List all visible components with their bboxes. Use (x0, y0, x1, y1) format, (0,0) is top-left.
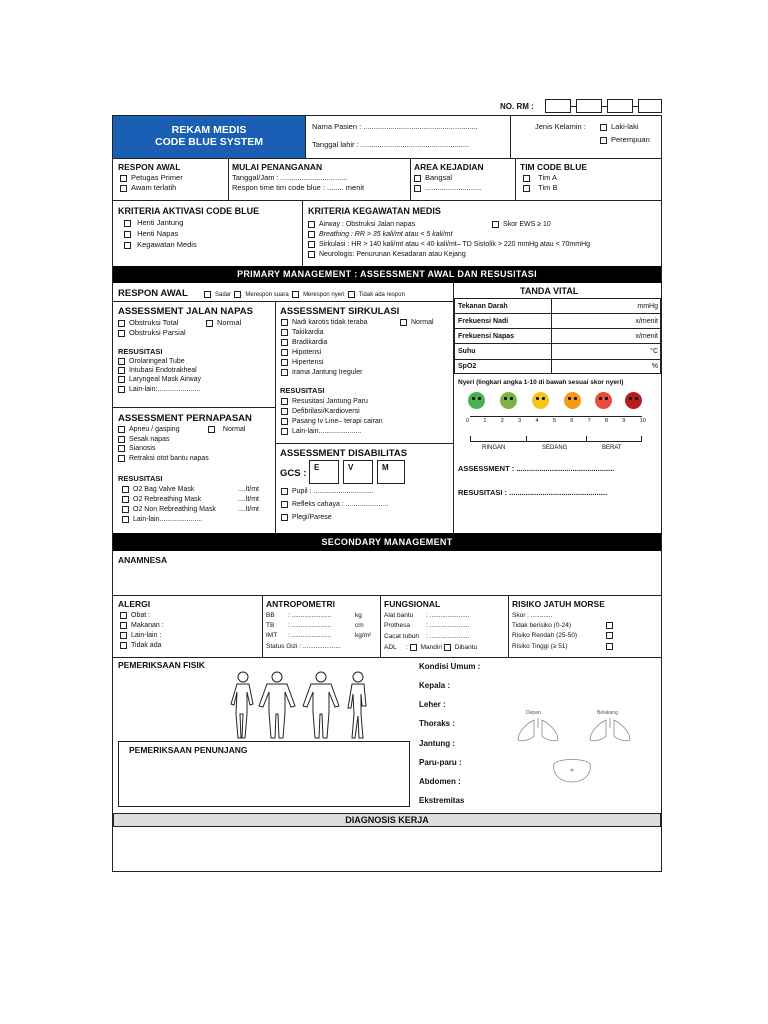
antropometri-title: ANTROPOMETRI (266, 599, 335, 609)
risiko-tinggi-checkbox[interactable] (606, 643, 613, 650)
depan-label: Depan (526, 710, 541, 716)
perempuan-checkbox[interactable]: Perempuan (600, 135, 650, 145)
pain-face-2-icon (500, 392, 517, 409)
vital-assessment-field[interactable]: ASSESSMENT : ............................................... (458, 464, 615, 473)
defibrilasi-checkbox[interactable]: Defibrilasi/Kardioversi (281, 407, 360, 417)
pain-face-4-icon (532, 392, 549, 409)
intubasi-checkbox[interactable]: Intubasi Endotrakheal (118, 366, 197, 376)
cacat-tubuh-field[interactable]: Cacat tubuh : ...................... (384, 633, 470, 640)
imt-unit: kg/m² (355, 632, 372, 639)
pemeriksaan-penunjang-box[interactable] (118, 741, 410, 807)
kondisi-umum-field[interactable]: Kondisi Umum : (419, 662, 481, 671)
respon-tidak-checkbox[interactable]: Tidak ada respon (348, 292, 405, 298)
risiko-jatuh-title: RISIKO JATUH MORSE (512, 599, 605, 609)
anamnesa-field[interactable] (118, 568, 656, 594)
alergi-title: ALERGI (118, 599, 151, 609)
risiko-skor-field[interactable]: Skor : ............ (512, 612, 553, 619)
respon-options (204, 290, 405, 300)
bb-field[interactable]: BB : ...................... (266, 612, 332, 619)
ekstremitas-field[interactable]: Ekstremitas (419, 796, 465, 805)
kriteria-aktivasi-title: KRITERIA AKTIVASI CODE BLUE (118, 206, 260, 216)
pain-face-0-icon (468, 392, 485, 409)
breathing-checkbox[interactable]: Breathing : RR > 35 kali/mt atau < 5 kali/mt (308, 230, 452, 240)
gcs-v-box[interactable]: V (343, 460, 373, 484)
jalan-napas-resusitasi-label: RESUSITASI (118, 347, 163, 356)
henti-napas-checkbox[interactable]: Henti Napas (124, 229, 178, 239)
title-line1: REKAM MEDIS (171, 124, 247, 136)
jenis-kelamin-label: Jenis Kelamin : (535, 122, 586, 131)
imt-field[interactable]: IMT : ...................... (266, 632, 332, 639)
skor-ews-checkbox[interactable]: Skor EWS ≥ 10 (492, 220, 551, 230)
respon-time-field[interactable]: Respon time tim code blue : ........ menit (232, 183, 365, 192)
belakang-label: Belakang (597, 710, 618, 716)
paru-field[interactable]: Paru-paru : (419, 758, 462, 767)
obstruksi-total-checkbox[interactable]: Obstruksi Total (118, 318, 178, 328)
rebreathing-flow: ....lt/mt (238, 496, 259, 503)
bvm-checkbox[interactable]: O2 Bag Valve Mask (122, 485, 194, 495)
risiko-tidak-checkbox[interactable] (606, 622, 613, 629)
lungs-abdomen-icon (514, 716, 634, 786)
pain-scale-numbers: 0 1 2 3 4 5 6 7 8 9 10 (466, 418, 646, 424)
nama-pasien-field[interactable]: Nama Pasien : ....................................................... (312, 122, 478, 131)
vital-spo2-unit[interactable]: % (651, 363, 658, 370)
area-kejadian-title: AREA KEJADIAN (414, 162, 484, 172)
tanggal-jam-field[interactable]: Tanggal/Jam : ................................ (232, 173, 348, 182)
vital-resusitasi-field[interactable]: RESUSITASI : ............................................... (458, 488, 608, 497)
rjp-checkbox[interactable]: Resusitasi Jantung Paru (281, 397, 368, 407)
iv-line-checkbox[interactable]: Pasang Iv Line– terapi cairan (281, 417, 383, 427)
bradikardia-checkbox[interactable]: Bradikardia (281, 338, 327, 348)
respon-awal-title: RESPON AWAL (118, 162, 181, 172)
alergi-lain-checkbox[interactable]: Lain-lain : (120, 631, 161, 641)
adl-row: ADL : Mandiri Dibantu (384, 644, 478, 651)
alergi-obat-checkbox[interactable]: Obat : (120, 611, 150, 621)
anamnesa-label: ANAMNESA (118, 555, 168, 565)
pain-ringan-label: RINGAN (482, 445, 506, 451)
pain-scale-line (470, 416, 642, 417)
petugas-primer-checkbox[interactable]: Petugas Primer (120, 173, 183, 183)
vital-suhu-unit[interactable]: °C (650, 348, 658, 355)
respon-awal-primary-title: RESPON AWAL (118, 288, 188, 299)
pernapasan-resusitasi-label: RESUSITASI (118, 474, 163, 483)
no-rm-label: NO. RM : (500, 102, 534, 111)
jalan-napas-lain-checkbox[interactable]: Lain-lain:...................... (118, 385, 200, 395)
pemeriksaan-fisik-title: PEMERIKSAAN FISIK (118, 660, 205, 670)
tim-a-checkbox[interactable]: Tim A (523, 173, 557, 183)
non-rebreathing-checkbox[interactable]: O2 Non Rebreathing Mask (122, 505, 216, 515)
gcs-label: GCS : (280, 468, 307, 479)
respon-sadar-checkbox[interactable]: Sadar (204, 292, 231, 298)
status-gizi-field[interactable]: Status Gizi : ..................... (266, 643, 341, 650)
pernapasan-title: ASSESSMENT PERNAPASAN (118, 413, 252, 424)
respon-nyeri-checkbox[interactable]: Merespon nyeri (292, 292, 344, 298)
abdomen-field[interactable]: Abdomen : (419, 777, 461, 786)
awam-terlatih-checkbox[interactable]: Awam terlatih (120, 183, 176, 193)
sirkulasi-normal-checkbox[interactable]: Normal (400, 318, 434, 328)
rebreathing-checkbox[interactable]: O2 Rebreathing Mask (122, 495, 201, 505)
sirkulasi-lain-checkbox[interactable]: Lain-lain...................... (281, 427, 361, 437)
fungsional-title: FUNGSIONAL (384, 599, 441, 609)
sirkulasi-checkbox[interactable]: Sirkulasi : HR > 140 kali/mt atau < 40 kali/mt– TD Sistolik > 220 mmHg atau < 70mmHg (308, 240, 590, 250)
tanggal-lahir-field[interactable]: Tanggal lahir : .................................................... (312, 140, 470, 149)
takikardia-checkbox[interactable]: Takikardia (281, 328, 324, 338)
risiko-tinggi-label: Risiko Tinggi (≥ 51) (512, 643, 568, 650)
gcs-m-box[interactable]: M (377, 460, 405, 484)
bb-unit: kg (355, 612, 362, 619)
leher-field[interactable]: Leher : (419, 700, 446, 709)
area-lain-checkbox[interactable]: ........................... (414, 183, 481, 193)
bvm-flow: ....lt/mt (238, 486, 259, 493)
lma-checkbox[interactable]: Laryngeal Mask Airway (118, 375, 201, 385)
kegawatan-medis-checkbox[interactable]: Kegawatan Medis (124, 240, 197, 250)
alergi-tidak-ada-checkbox[interactable]: Tidak ada (120, 641, 161, 651)
vital-napas-label: Frekuensi Napas (458, 333, 515, 340)
respon-suara-checkbox[interactable]: Merespon suara (234, 292, 288, 298)
alergi-makanan-checkbox[interactable]: Makanan : (120, 621, 164, 631)
risiko-rendah-label: Risiko Rendah (25-50) (512, 632, 578, 639)
tb-unit: cm (355, 622, 364, 629)
sesak-checkbox[interactable]: Sesak napas (118, 435, 169, 445)
pain-face-8-icon (595, 392, 612, 409)
pain-face-10-icon (625, 392, 642, 409)
nadi-karotis-checkbox[interactable]: Nadi karotis tidak teraba (281, 318, 367, 328)
jalan-napas-normal-checkbox[interactable]: Normal (206, 318, 241, 328)
pain-face-6-icon (564, 392, 581, 409)
neurologis-checkbox[interactable]: Neurologis: Penurunan Kesadaran atau Kejang (308, 250, 466, 260)
body-outline-icon (225, 668, 375, 740)
risiko-rendah-checkbox[interactable] (606, 632, 613, 639)
hipertensi-checkbox[interactable]: Hipertensi (281, 358, 324, 368)
alat-bantu-field[interactable]: Alat bantu : ...................... (384, 612, 470, 619)
title-line2: CODE BLUE SYSTEM (155, 136, 263, 148)
pain-sedang-label: SEDANG (542, 445, 568, 451)
refleks-field[interactable]: Refleks cahaya : ...................... (281, 500, 388, 510)
diagnosis-kerja-bar: DIAGNOSIS KERJA (113, 813, 661, 827)
airway-checkbox[interactable]: Airway : Obstruksi Jalan napas (308, 220, 415, 230)
pernapasan-lain-checkbox[interactable]: Lain-lain...................... (122, 515, 202, 525)
pain-berat-label: BERAT (602, 445, 622, 451)
tanda-vital-title: TANDA VITAL (520, 286, 579, 296)
form-title (113, 116, 305, 158)
pupil-field[interactable]: Pupil : ............................... (281, 487, 374, 497)
pain-range-bracket (470, 436, 642, 442)
adl-dibantu-checkbox[interactable]: Dibantu (444, 644, 477, 651)
risiko-tidak-label: Tidak berisiko (0-24) (512, 622, 572, 629)
orolaringeal-checkbox[interactable]: Orolaringeal Tube (118, 357, 185, 367)
gcs-e-box[interactable]: E (309, 460, 339, 484)
sianosis-checkbox[interactable]: Sianosis (118, 444, 155, 454)
irama-ireguler-checkbox[interactable]: Irama Jantung Ireguler (281, 368, 362, 378)
primary-management-bar: PRIMARY MANAGEMENT : ASSESSMENT AWAL DAN RESUSITASI (113, 266, 661, 283)
henti-jantung-checkbox[interactable]: Henti Jantung (124, 218, 183, 228)
vital-spo2-label: SpO2 (458, 363, 477, 370)
pain-scale[interactable] (460, 392, 655, 454)
diagnosis-kerja-field[interactable] (118, 830, 656, 868)
vital-td-unit[interactable]: mmHg (637, 303, 658, 310)
thoraks-field[interactable]: Thoraks : (419, 719, 456, 728)
vital-napas-unit[interactable]: x/menit (635, 333, 658, 340)
laki-checkbox[interactable]: Laki-laki (600, 122, 639, 132)
tim-code-blue-title: TIM CODE BLUE (520, 162, 588, 172)
plegi-checkbox[interactable]: Plegi/Parese (281, 513, 332, 523)
obstruksi-parsial-checkbox[interactable]: Obstruksi Parsial (118, 328, 186, 338)
jalan-napas-title: ASSESSMENT JALAN NAPAS (118, 306, 253, 317)
mulai-penanganan-title: MULAI PENANGANAN (232, 162, 323, 172)
sirkulasi-resusitasi-label: RESUSITASI (280, 386, 325, 395)
retraksi-checkbox[interactable]: Retraksi otot bantu napas (118, 454, 209, 464)
vital-nadi-label: Frekuensi Nadi (458, 318, 509, 325)
bangsal-checkbox[interactable]: Bangsal (414, 173, 452, 183)
vital-td-label: Tekanan Darah (458, 303, 508, 310)
vital-nadi-unit[interactable]: x/menit (635, 318, 658, 325)
jantung-field[interactable]: Jantung : (419, 739, 455, 748)
kepala-field[interactable]: Kepala : (419, 681, 451, 690)
nyeri-instruction: Nyeri (lingkari angka 1-10 di bawah sesuai skor nyeri) (458, 379, 624, 386)
prothesa-field[interactable]: Prothesa : ...................... (384, 622, 470, 629)
secondary-management-bar: SECONDARY MANAGEMENT (113, 533, 661, 551)
vital-suhu-label: Suhu (458, 348, 476, 355)
disabilitas-title: ASSESSMENT DISABILITAS (280, 448, 408, 459)
pemeriksaan-penunjang-label: PEMERIKSAAN PENUNJANG (129, 745, 248, 755)
tim-b-checkbox[interactable]: Tim B (523, 183, 557, 193)
hipotensi-checkbox[interactable]: Hipotensi (281, 348, 321, 358)
non-rebreathing-flow: ....lt/mt (238, 506, 259, 513)
adl-mandiri-checkbox[interactable]: Mandiri (410, 644, 442, 651)
tb-field[interactable]: TB : ...................... (266, 622, 332, 629)
pernapasan-normal-checkbox[interactable]: Normal (208, 425, 245, 435)
kriteria-kegawatan-title: KRITERIA KEGAWATAN MEDIS (308, 206, 441, 216)
sirkulasi-title: ASSESSMENT SIRKULASI (280, 306, 400, 317)
apneu-checkbox[interactable]: Apneu / gasping (118, 425, 180, 435)
